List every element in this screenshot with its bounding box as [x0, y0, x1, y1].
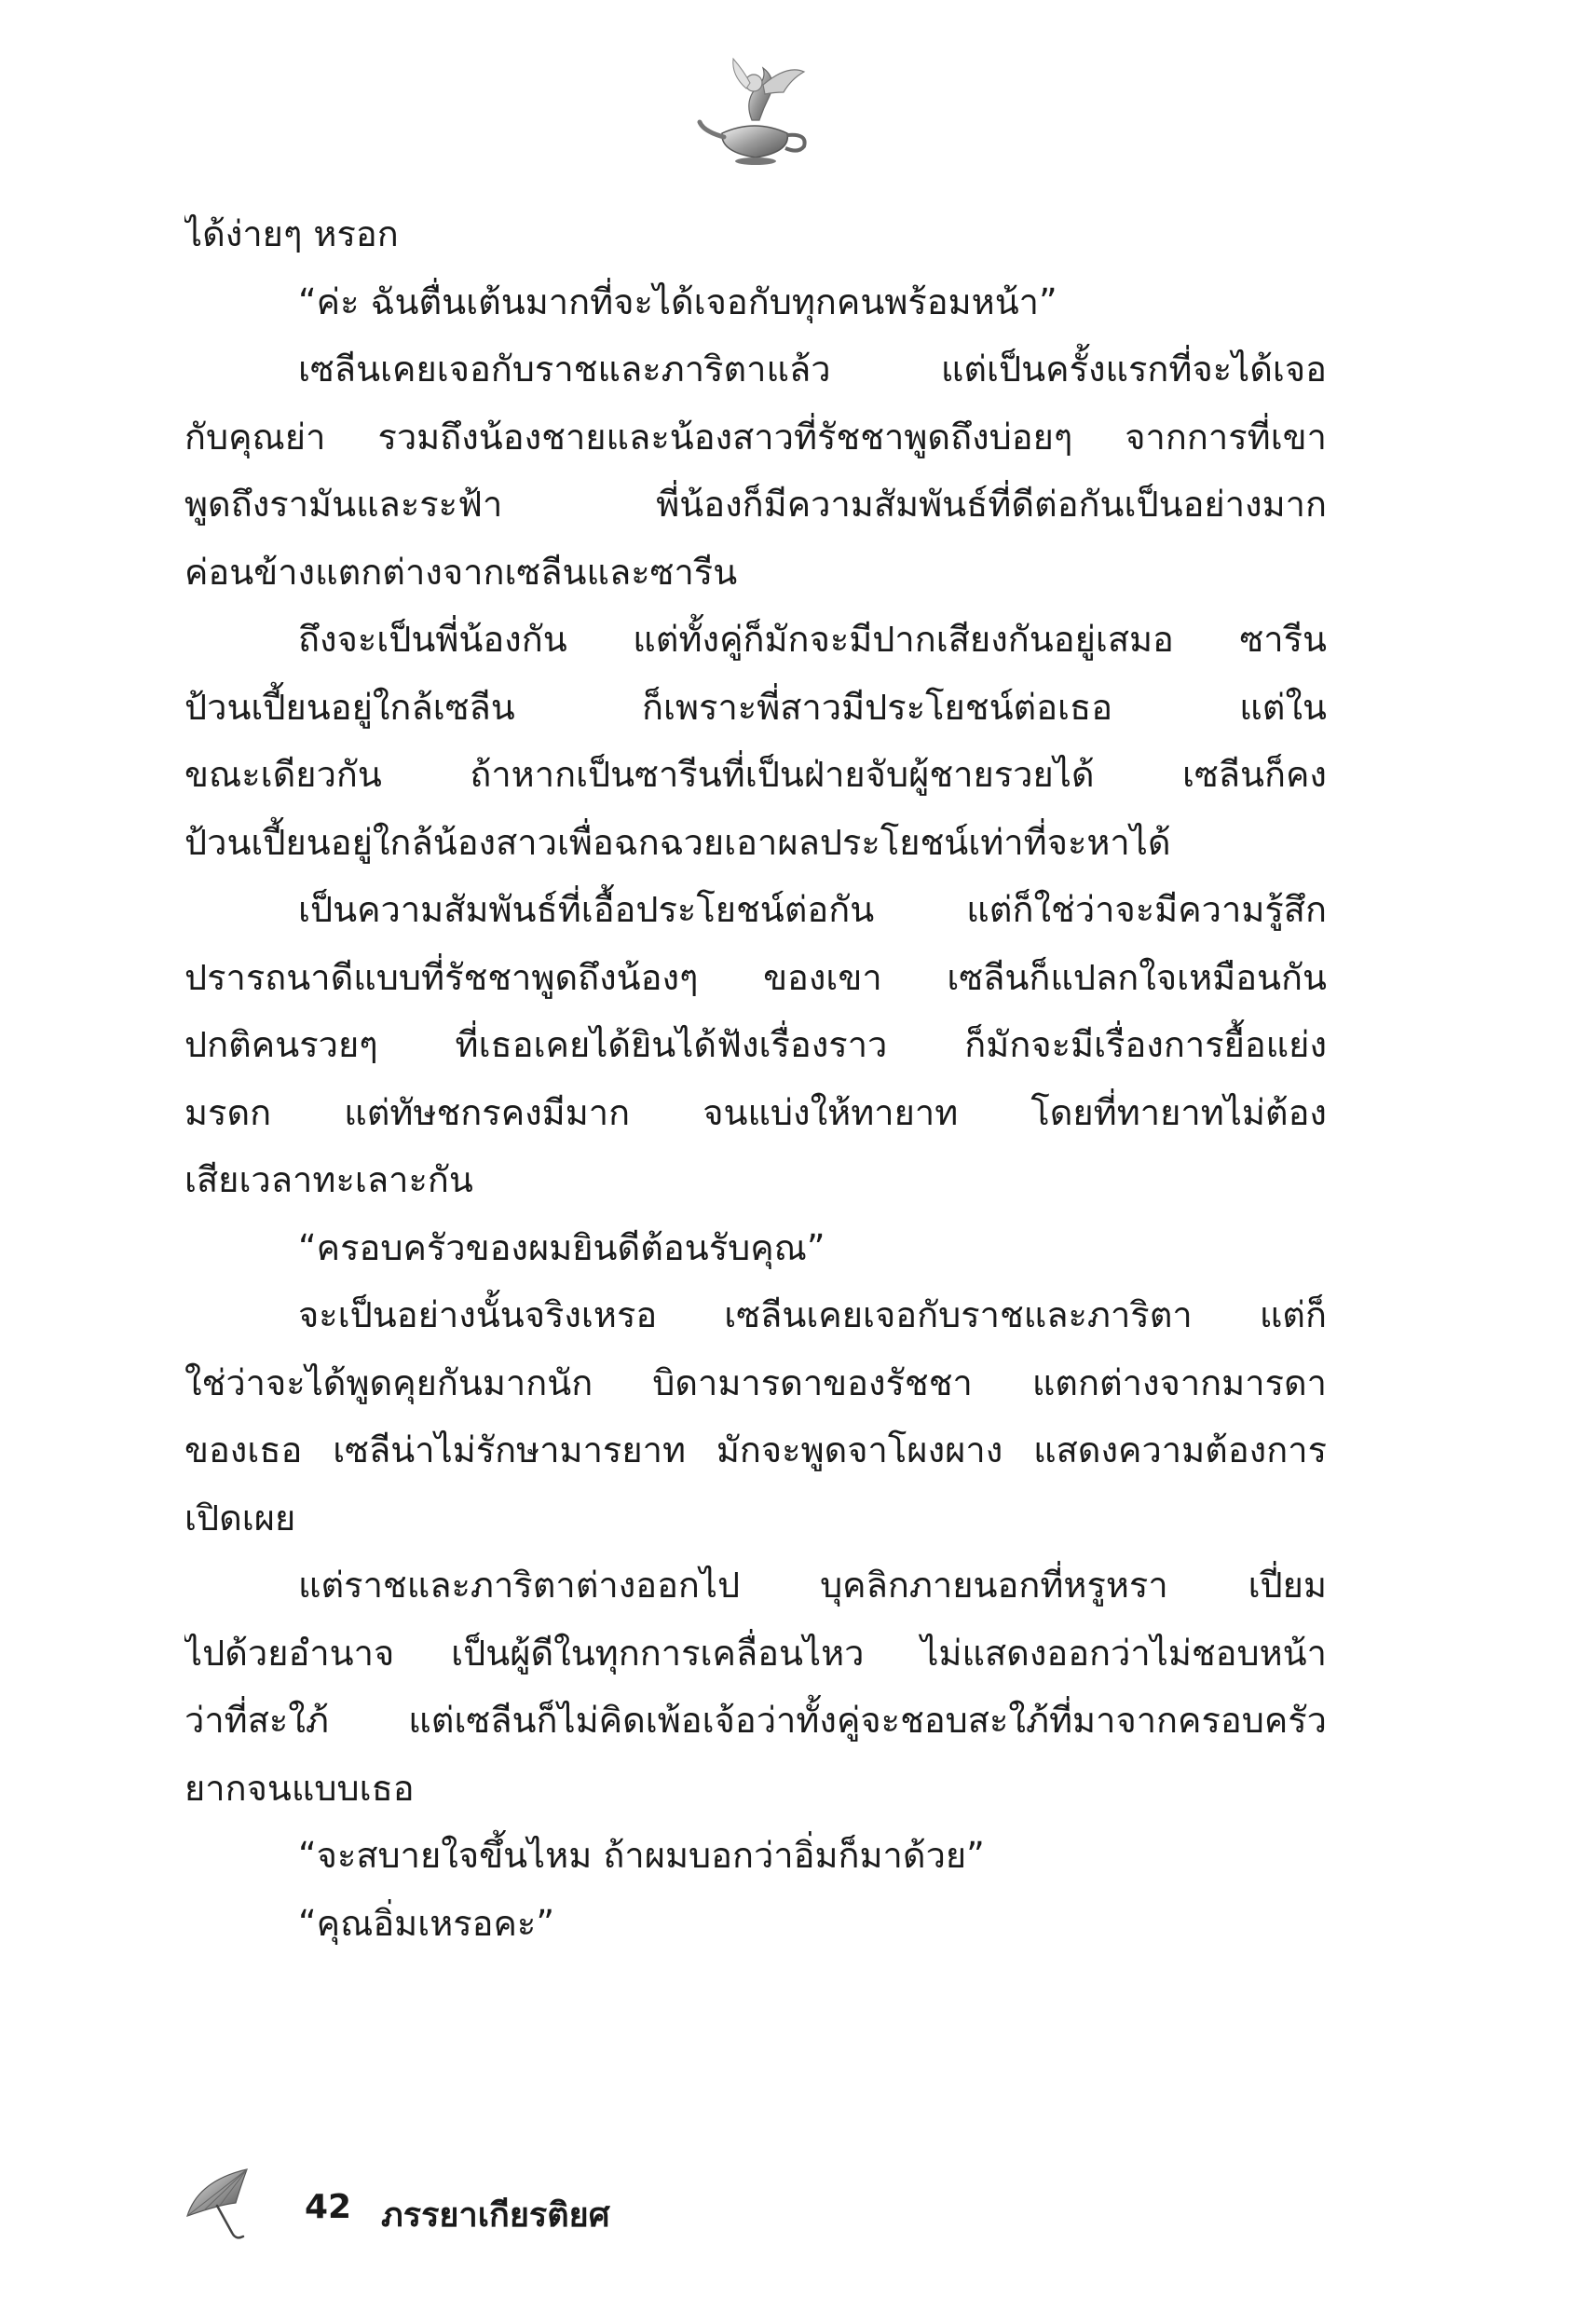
- cherub-teapot-ornament-icon: [694, 51, 815, 168]
- text-line: เปิดเผย: [184, 1497, 296, 1538]
- text-line: เป็นความสัมพันธ์ที่เอื้อประโยชน์ต่อกัน แต่ก็ใช่ว่าจะมีความรู้สึก: [298, 889, 1327, 930]
- text-line: แต่ราชและภาริตาต่างออกไป บุคลิกภายนอกที่หรูหรา เปี่ยม: [298, 1565, 1327, 1606]
- text-line: ปกติคนรวยๆ ที่เธอเคยได้ยินได้ฟังเรื่องราว ก็มักจะมีเรื่องการยื้อแย่ง: [184, 1024, 1327, 1065]
- text-line: จะเป็นอย่างนั้นจริงเหรอ เซลีนเคยเจอกับราชและภาริตา แต่ก็: [298, 1294, 1327, 1335]
- text-line: ป้วนเปี้ยนอยู่ใกล้เซลีน ก็เพราะพี่สาวมีประโยชน์ต่อเธอ แต่ใน: [184, 686, 1327, 728]
- text-line: “ครอบครัวของผมยินดีต้อนรับคุณ”: [298, 1226, 825, 1268]
- text-line: ใช่ว่าจะได้พูดคุยกันมากนัก บิดามารดาของรัชชา แตกต่างจากมารดา: [184, 1361, 1327, 1403]
- text-line: เซลีนเคยเจอกับราชและภาริตาแล้ว แต่เป็นครั้งแรกที่จะได้เจอ: [298, 349, 1327, 390]
- page-footer: [182, 2162, 927, 2255]
- text-line: มรดก แต่ทัษชกรคงมีมาก จนแบ่งให้ทายาท โดยที่ทายาทไม่ต้อง: [184, 1091, 1327, 1133]
- text-line: ของเธอ เซลีน่าไม่รักษามารยาท มักจะพูดจาโผงผาง แสดงความต้องการ: [184, 1429, 1327, 1470]
- text-line: ค่อนข้างแตกต่างจากเซลีนและซารีน: [184, 551, 738, 593]
- text-line: ยากจนแบบเธอ: [184, 1767, 415, 1809]
- text-line: ได้ง่ายๆ หรอก: [184, 213, 399, 254]
- text-line: ขณะเดียวกัน ถ้าหากเป็นซารีนที่เป็นฝ่ายจับผู้ชายรวยได้ เซลีนก็คง: [184, 754, 1327, 795]
- text-line: ถึงจะเป็นพี่น้องกัน แต่ทั้งคู่ก็มักจะมีปากเสียงกันอยู่เสมอ ซารีน: [298, 619, 1327, 660]
- text-line: “คุณอิ่มเหรอคะ”: [298, 1902, 555, 1944]
- text-line: กับคุณย่า รวมถึงน้องชายและน้องสาวที่รัชชาพูดถึงบ่อยๆ จากการที่เขา: [184, 416, 1327, 458]
- book-title: ภรรยาเกียรติยศ: [381, 2196, 610, 2235]
- text-line: “จะสบายใจขึ้นไหม ถ้าผมบอกว่าอิ่มก็มาด้วย”: [298, 1835, 985, 1876]
- text-line: พูดถึงรามันและระฟ้า พี่น้องก็มีความสัมพันธ์ที่ดีต่อกันเป็นอย่างมาก: [184, 484, 1327, 525]
- umbrella-icon: [182, 2162, 266, 2246]
- text-line: ป้วนเปี้ยนอยู่ใกล้น้องสาวเพื่อฉกฉวยเอาผลประโยชน์เท่าที่จะหาได้: [184, 821, 1171, 863]
- text-line: ปรารถนาดีแบบที่รัชชาพูดถึงน้องๆ ของเขา เซลีนก็แปลกใจเหมือนกัน: [184, 956, 1327, 998]
- text-line: ไปด้วยอำนาจ เป็นผู้ดีในทุกการเคลื่อนไหว ไม่แสดงออกว่าไม่ชอบหน้า: [184, 1632, 1327, 1674]
- text-line: ว่าที่สะใภ้ แต่เซลีนก็ไม่คิดเพ้อเจ้อว่าทั้งคู่จะชอบสะใภ้ที่มาจากครอบครัว: [184, 1700, 1327, 1741]
- body-text: [184, 200, 1327, 1957]
- text-line: เสียเวลาทะเลาะกัน: [184, 1159, 473, 1200]
- text-line: “ค่ะ ฉันตื่นเต้นมากที่จะได้เจอกับทุกคนพร้อมหน้า”: [298, 280, 1057, 322]
- page-number: 42: [305, 2188, 352, 2226]
